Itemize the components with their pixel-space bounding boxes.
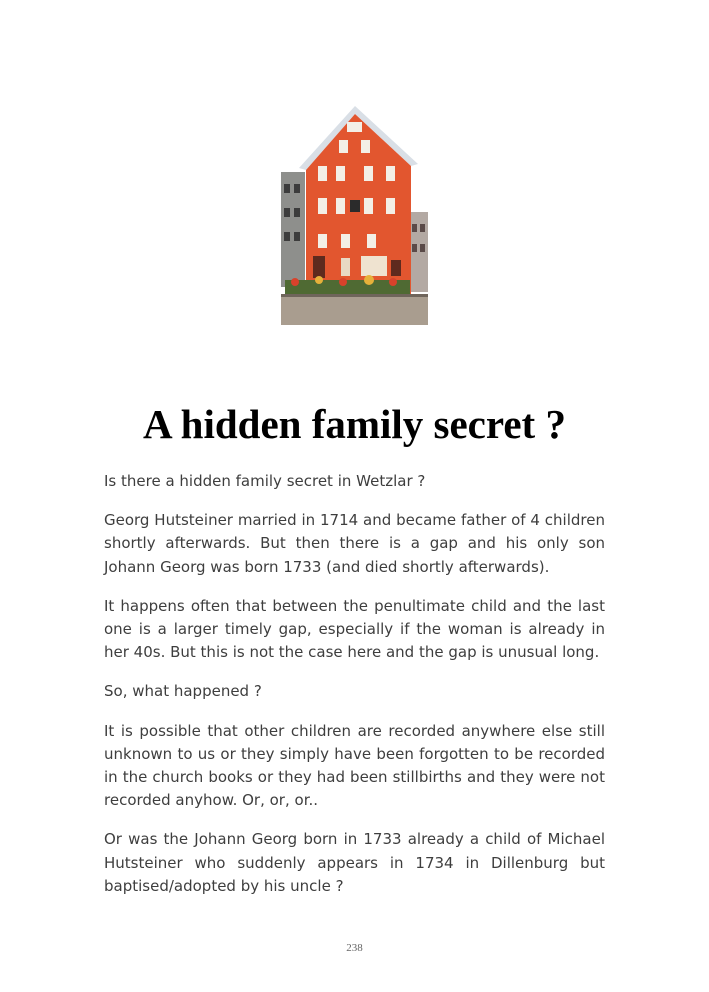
page-title: A hidden family secret ? — [143, 401, 566, 447]
article-body — [104, 470, 605, 914]
page-number: 238 — [346, 942, 363, 954]
paragraph-gap: It happens often that between the penultimate child and the last one is a larger timely gap, especially if the woman is already in her 40s. But this is not the case here and the gap is unusual long. — [104, 596, 605, 662]
half-timbered-house-photo-icon — [281, 84, 428, 325]
paragraph-possibilities: It is possible that other children are recorded anywhere else still unknown to us or they simply have been forgotten to be recorded in the church books or they had been stillbirths and they were not recorded anyhow. Or, or, or.. — [104, 721, 605, 810]
paragraph-question: So, what happened ? — [104, 682, 262, 701]
paragraph-marriage: Georg Hutsteiner married in 1714 and became father of 4 children shortly afterwards. But then there is a gap and his only son Johann Georg was born 1733 (and died shortly afterwards). — [104, 511, 605, 576]
paragraph-hypothesis: Or was the Johann Georg born in 1733 already a child of Michael Hutsteiner who suddenly appears in 1734 in Dillenburg but baptised/adopted by his uncle ? — [104, 830, 605, 895]
house-photo — [281, 84, 428, 325]
paragraph-intro: Is there a hidden family secret in Wetzlar ? — [104, 472, 426, 490]
